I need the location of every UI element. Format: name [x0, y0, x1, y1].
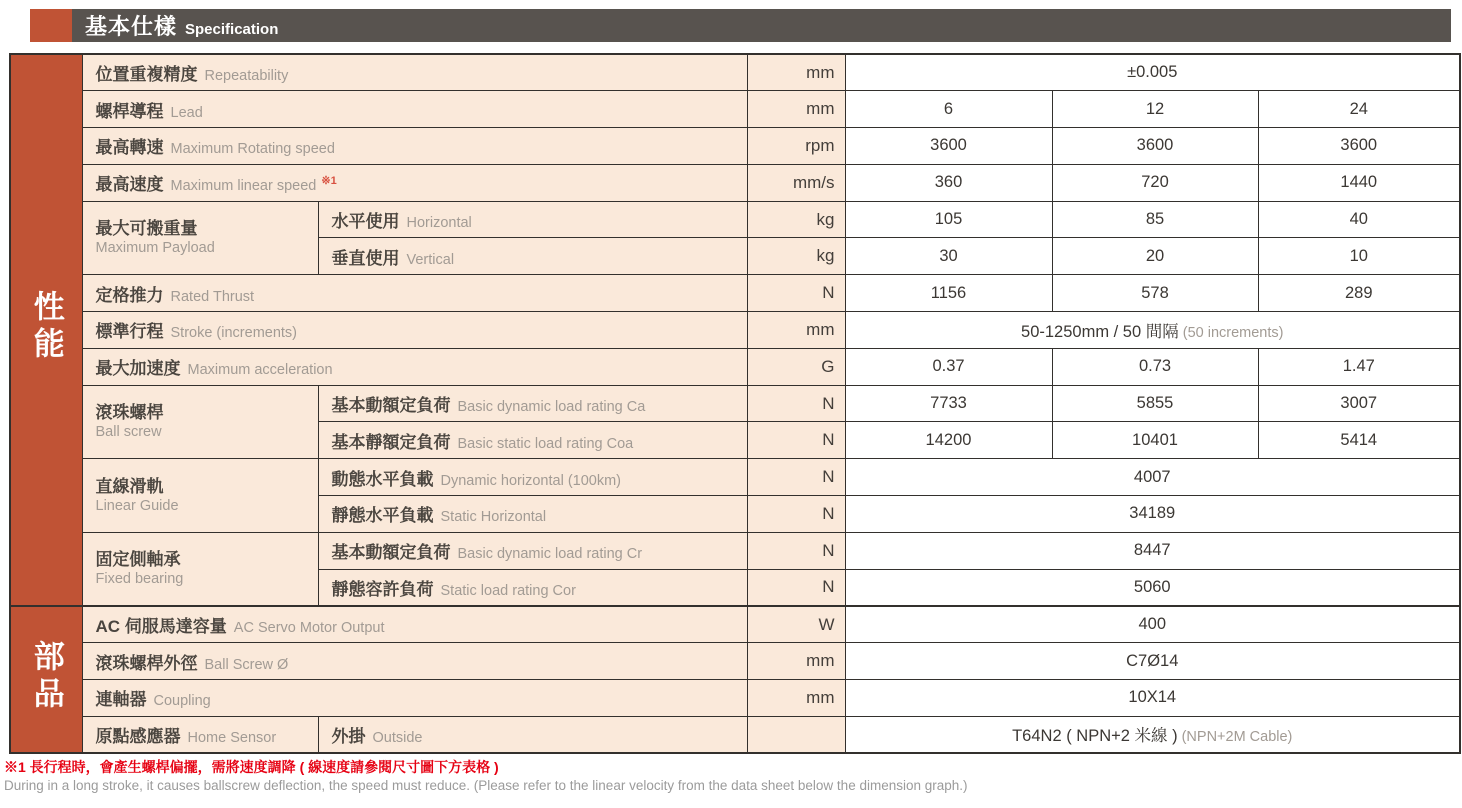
value-cell: 8447	[845, 532, 1460, 569]
value-cell: 1.47	[1258, 348, 1460, 385]
group-label-zh: 固定側軸承	[95, 549, 181, 569]
unit-cell: mm	[747, 643, 845, 680]
label-en: Rated Thrust	[170, 288, 255, 305]
label-zh: 標準行程	[95, 322, 164, 342]
value-cell: 7733	[845, 385, 1052, 422]
section-header-bar	[30, 9, 1451, 42]
row-lead	[10, 91, 1460, 128]
label-cell	[82, 164, 747, 201]
group-label-zh: 滾珠螺桿	[95, 402, 164, 422]
label-zh: 最高轉速	[95, 138, 164, 158]
group-label-zh: 最大可搬重量	[95, 218, 198, 238]
sublabel-cell	[318, 422, 747, 459]
label-zh: 最大加速度	[95, 359, 181, 379]
value-cell: 14200	[845, 422, 1052, 459]
page-title	[85, 10, 278, 41]
label-zh: 連軸器	[95, 690, 147, 710]
label-zh: AC 伺服馬達容量	[95, 617, 227, 637]
unit-cell: mm	[747, 680, 845, 717]
sublabel-zh: 靜態水平負載	[331, 506, 434, 526]
row-ball-screw-od	[10, 643, 1460, 680]
unit-cell: W	[747, 606, 845, 643]
footnote-en: During in a long stroke, it causes ballscrew deflection, the speed must reduce. (Please refer to the linear velocity from the data sheet below the dimension graph.)	[4, 778, 968, 793]
label-cell	[82, 680, 747, 717]
sublabel-zh: 外掛	[331, 726, 366, 746]
sublabel-zh: 水平使用	[331, 212, 400, 232]
unit-cell: N	[747, 422, 845, 459]
header-accent-square	[30, 9, 72, 42]
label-en: Coupling	[153, 693, 211, 710]
label-cell	[82, 275, 747, 312]
label-en: Lead	[170, 104, 203, 121]
value-cell: 4007	[845, 459, 1460, 496]
footnote-mark: ※1	[321, 174, 337, 187]
sublabel-cell	[318, 238, 747, 275]
row-stroke	[10, 312, 1460, 349]
value-cell	[845, 716, 1460, 753]
value-cell: 400	[845, 606, 1460, 643]
group-label-cell	[82, 201, 318, 275]
group-label-en: Fixed bearing	[95, 570, 184, 587]
unit-cell: kg	[747, 238, 845, 275]
group-label-en: Maximum Payload	[95, 239, 215, 256]
value-cell: 85	[1052, 201, 1258, 238]
value-cell	[845, 312, 1460, 349]
unit-cell: N	[747, 569, 845, 606]
unit-cell: mm	[747, 312, 845, 349]
value-cell: 6	[845, 91, 1052, 128]
row-servo-motor	[10, 606, 1460, 643]
sublabel-zh: 動態水平負載	[331, 469, 434, 489]
sublabel-cell	[318, 201, 747, 238]
sublabel-zh: 基本動額定負荷	[331, 543, 451, 563]
sublabel-en: Basic dynamic load rating Cr	[457, 546, 643, 563]
sublabel-en: Static Horizontal	[440, 509, 547, 526]
label-cell	[82, 91, 747, 128]
sublabel-en: Outside	[372, 729, 423, 746]
value-cell: 34189	[845, 496, 1460, 533]
value-cell: 20	[1052, 238, 1258, 275]
unit-cell: mm/s	[747, 164, 845, 201]
sublabel-en: Basic static load rating Coa	[457, 435, 634, 452]
label-zh: 滾珠螺桿外徑	[95, 653, 198, 673]
sublabel-cell	[318, 459, 747, 496]
section-label-parts-text: 部品	[28, 640, 64, 715]
label-cell	[82, 643, 747, 680]
value-cell: 3600	[1258, 128, 1460, 165]
value-cell: 10401	[1052, 422, 1258, 459]
section-label-performance	[10, 54, 82, 606]
sublabel-en: Basic dynamic load rating Ca	[457, 399, 646, 416]
value-cell: 24	[1258, 91, 1460, 128]
unit-cell	[747, 716, 845, 753]
value-cell: 3600	[845, 128, 1052, 165]
row-fixed-bearing-dynamic	[10, 532, 1460, 569]
row-max-linear-speed	[10, 164, 1460, 201]
row-ball-screw-dynamic	[10, 385, 1460, 422]
label-zh: 螺桿導程	[95, 101, 164, 121]
unit-cell: N	[747, 385, 845, 422]
sublabel-cell	[318, 569, 747, 606]
sublabel-cell	[318, 496, 747, 533]
unit-cell: N	[747, 275, 845, 312]
sublabel-zh: 基本靜額定負荷	[331, 432, 451, 452]
label-cell	[82, 54, 747, 91]
label-en: Maximum Rotating speed	[170, 141, 335, 158]
row-max-acceleration	[10, 348, 1460, 385]
unit-cell: G	[747, 348, 845, 385]
value-cell: 30	[845, 238, 1052, 275]
value-cell: 10X14	[845, 680, 1460, 717]
section-label-parts	[10, 606, 82, 753]
label-en: Ball Screw Ø	[204, 656, 289, 673]
sublabel-en: Dynamic horizontal (100km)	[440, 472, 622, 489]
label-en: Maximum linear speed	[170, 178, 317, 195]
value-cell: 1156	[845, 275, 1052, 312]
label-cell	[82, 606, 747, 643]
sublabel-zh: 靜態容許負荷	[331, 579, 434, 599]
row-max-payload-horizontal	[10, 201, 1460, 238]
group-label-zh: 直線滑軌	[95, 476, 164, 496]
footnote-zh: ※1 長行程時，會產生螺桿偏擺，需將速度調降 ( 線速度請參閱尺寸圖下方表格 )	[4, 759, 499, 775]
value-cell: 105	[845, 201, 1052, 238]
value-cell: 360	[845, 164, 1052, 201]
value-cell: ±0.005	[845, 54, 1460, 91]
unit-cell: N	[747, 459, 845, 496]
label-en: Home Sensor	[187, 729, 277, 746]
unit-cell: mm	[747, 54, 845, 91]
label-cell	[82, 128, 747, 165]
home-sensor-value-main: T64N2 ( NPN+2 米線 )	[1012, 727, 1178, 746]
page-title-zh: 基本仕樣	[85, 14, 178, 39]
value-cell: 0.73	[1052, 348, 1258, 385]
group-label-en: Linear Guide	[95, 497, 179, 514]
home-sensor-value-sub: (NPN+2M Cable)	[1181, 729, 1293, 746]
value-cell: 5414	[1258, 422, 1460, 459]
label-en: Maximum acceleration	[187, 362, 333, 379]
value-cell: 40	[1258, 201, 1460, 238]
label-cell	[82, 716, 318, 753]
label-zh: 原點感應器	[95, 726, 181, 746]
label-en: Repeatability	[204, 68, 289, 85]
label-en: AC Servo Motor Output	[233, 620, 385, 637]
sublabel-en: Vertical	[406, 251, 455, 268]
unit-cell: mm	[747, 91, 845, 128]
row-coupling	[10, 680, 1460, 717]
label-cell	[82, 348, 747, 385]
value-cell: 3600	[1052, 128, 1258, 165]
value-cell: 1440	[1258, 164, 1460, 201]
value-cell: 5060	[845, 569, 1460, 606]
row-linear-guide-dynamic	[10, 459, 1460, 496]
group-label-cell	[82, 532, 318, 606]
value-cell: 5855	[1052, 385, 1258, 422]
label-zh: 最高速度	[95, 175, 164, 195]
value-cell: 578	[1052, 275, 1258, 312]
sublabel-en: Horizontal	[406, 215, 472, 232]
value-cell: C7Ø14	[845, 643, 1460, 680]
value-cell: 10	[1258, 238, 1460, 275]
row-max-rotating-speed	[10, 128, 1460, 165]
unit-cell: rpm	[747, 128, 845, 165]
group-label-en: Ball screw	[95, 423, 162, 440]
specification-table	[9, 53, 1461, 754]
label-zh: 位置重複精度	[95, 65, 198, 85]
group-label-cell	[82, 385, 318, 459]
value-cell: 12	[1052, 91, 1258, 128]
row-repeatability	[10, 54, 1460, 91]
sublabel-cell	[318, 532, 747, 569]
value-cell: 720	[1052, 164, 1258, 201]
stroke-value-main: 50-1250mm / 50 間隔	[1021, 322, 1179, 341]
group-label-cell	[82, 459, 318, 533]
label-cell	[82, 312, 747, 349]
unit-cell: N	[747, 496, 845, 533]
value-cell: 3007	[1258, 385, 1460, 422]
label-zh: 定格推力	[95, 285, 164, 305]
row-rated-thrust	[10, 275, 1460, 312]
sublabel-zh: 垂直使用	[331, 248, 400, 268]
row-home-sensor	[10, 716, 1460, 753]
value-cell: 0.37	[845, 348, 1052, 385]
stroke-value-sub: (50 increments)	[1182, 324, 1284, 341]
value-cell: 289	[1258, 275, 1460, 312]
unit-cell: N	[747, 532, 845, 569]
label-en: Stroke (increments)	[170, 325, 298, 342]
sublabel-en: Static load rating Cor	[440, 582, 576, 599]
page-title-en: Specification	[185, 21, 279, 38]
sublabel-cell	[318, 385, 747, 422]
sublabel-cell	[318, 716, 747, 753]
sublabel-zh: 基本動額定負荷	[331, 396, 451, 416]
unit-cell: kg	[747, 201, 845, 238]
section-label-performance-text: 性能	[28, 290, 64, 365]
